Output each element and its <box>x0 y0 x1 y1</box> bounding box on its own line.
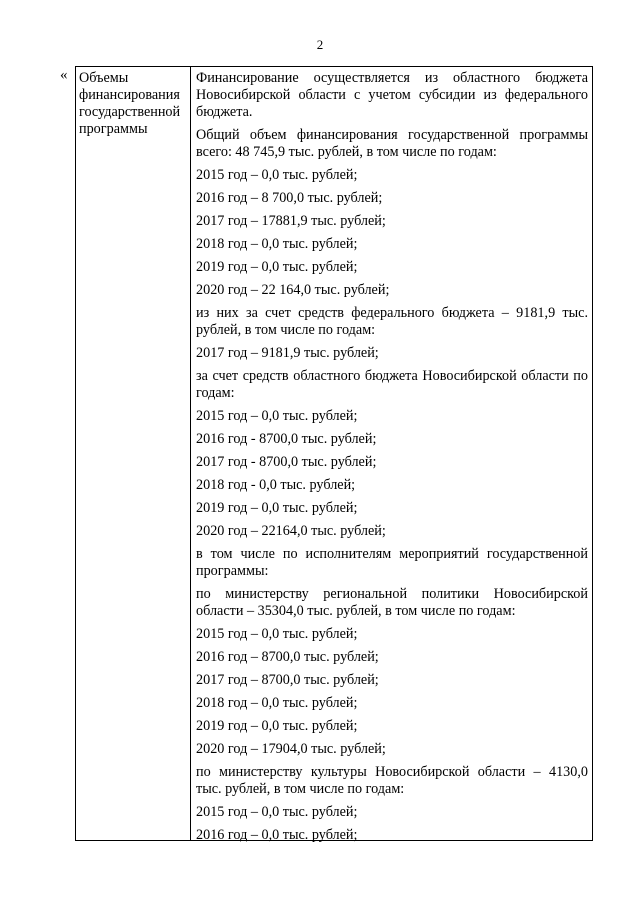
paragraph: 2016 год – 8700,0 тыс. рублей; <box>196 649 379 665</box>
label-line: Объемы <box>79 70 129 86</box>
paragraph: по министерству региональной политики Новосибирской области – 35304,0 тыс. рублей, в том числе по годам: <box>196 586 588 619</box>
financing-table <box>75 66 593 841</box>
paragraph: 2017 год – 9181,9 тыс. рублей; <box>196 345 379 361</box>
paragraph: 2020 год – 22 164,0 тыс. рублей; <box>196 282 390 298</box>
paragraph: 2015 год – 0,0 тыс. рублей; <box>196 408 358 424</box>
paragraph: 2015 год – 0,0 тыс. рублей; <box>196 626 358 642</box>
paragraph: 2015 год – 0,0 тыс. рублей; <box>196 167 358 183</box>
label-cell <box>76 67 191 840</box>
paragraph: за счет средств областного бюджета Новосибирской области по годам: <box>196 368 588 401</box>
page-number: 2 <box>316 37 324 52</box>
paragraph: Общий объем финансирования государственной программы всего: 48 745,9 тыс. рублей, в том числе по годам: <box>196 127 588 160</box>
paragraph: 2019 год – 0,0 тыс. рублей; <box>196 259 358 275</box>
content-cell <box>191 67 592 850</box>
opening-quote: « <box>60 67 68 83</box>
paragraph: 2016 год - 8700,0 тыс. рублей; <box>196 431 377 447</box>
paragraph: 2018 год – 0,0 тыс. рублей; <box>196 695 358 711</box>
paragraph: 2017 год - 8700,0 тыс. рублей; <box>196 454 377 470</box>
paragraph: 2017 год – 8700,0 тыс. рублей; <box>196 672 379 688</box>
paragraph: по министерству культуры Новосибирской области – 4130,0 тыс. рублей, в том числе по годам: <box>196 764 588 797</box>
paragraph: 2018 год - 0,0 тыс. рублей; <box>196 477 356 493</box>
paragraph: 2018 год – 0,0 тыс. рублей; <box>196 236 358 252</box>
paragraph: Финансирование осуществляется из областного бюджета Новосибирской области с учетом субсидии из федерального бюджета. <box>196 70 588 120</box>
paragraph: 2020 год – 22164,0 тыс. рублей; <box>196 523 386 539</box>
paragraph: в том числе по исполнителям мероприятий государственной программы: <box>196 546 588 579</box>
paragraph: 2016 год – 8 700,0 тыс. рублей; <box>196 190 383 206</box>
paragraph: 2020 год – 17904,0 тыс. рублей; <box>196 741 386 757</box>
paragraph: 2019 год – 0,0 тыс. рублей; <box>196 718 358 734</box>
paragraph: из них за счет средств федерального бюджета – 9181,9 тыс. рублей, в том числе по годам: <box>196 305 588 338</box>
paragraph: 2015 год – 0,0 тыс. рублей; <box>196 804 358 820</box>
paragraph: 2017 год – 17881,9 тыс. рублей; <box>196 213 386 229</box>
label-line: государственной <box>79 104 181 120</box>
label-line: финансирования <box>79 87 180 103</box>
label-line: программы <box>79 121 148 137</box>
paragraph: 2016 год – 0,0 тыс. рублей; <box>196 827 358 843</box>
paragraph: 2019 год – 0,0 тыс. рублей; <box>196 500 358 516</box>
